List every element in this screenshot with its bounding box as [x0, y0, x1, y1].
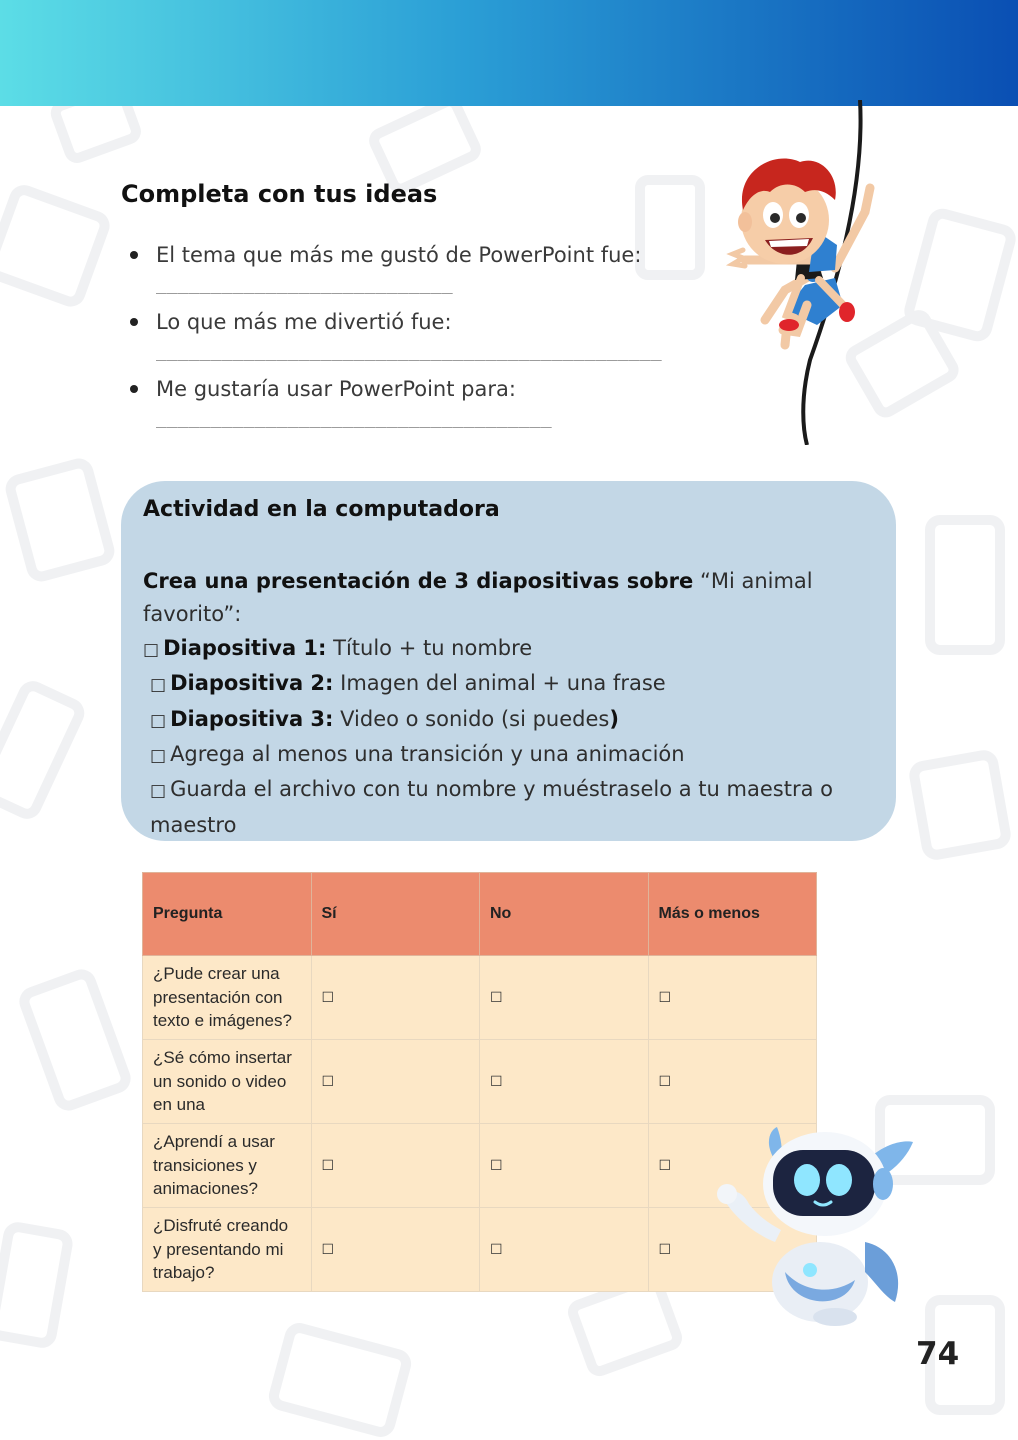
- checkbox-no[interactable]: ☐: [480, 956, 649, 1040]
- task-text: Agrega al menos una transición y una animación: [170, 742, 685, 767]
- item-prompt: Me gustaría usar PowerPoint para:: [156, 377, 516, 401]
- checkbox-si[interactable]: ☐: [311, 1124, 480, 1208]
- activity-intro: [143, 565, 873, 632]
- header-pregunta: Pregunta: [143, 873, 312, 956]
- checkbox-mas-o-menos[interactable]: ☐: [648, 1040, 817, 1124]
- list-item: [128, 238, 828, 305]
- boy-climbing-rope-icon: [725, 100, 905, 445]
- header-band: [0, 0, 1018, 106]
- intro-rest: “Mi animal favorito”:: [143, 569, 813, 627]
- activity-body: [143, 565, 873, 842]
- checkbox-icon: □: [150, 746, 167, 767]
- checkbox-icon: □: [143, 639, 160, 660]
- task-tail: ): [609, 706, 619, 731]
- checkbox-si[interactable]: ☐: [311, 1040, 480, 1124]
- task-text: Video o sonido (si puedes: [333, 706, 610, 731]
- task-item: [143, 703, 873, 738]
- table-row: [143, 1040, 817, 1124]
- table-header-row: [143, 873, 817, 956]
- task-bold: Diapositiva 3:: [170, 706, 334, 731]
- checkbox-si[interactable]: ☐: [311, 1208, 480, 1292]
- list-item: [128, 372, 828, 439]
- intro-bold: Crea una presentación de 3 diapositivas sobre: [143, 569, 694, 593]
- task-bold: Diapositiva 1:: [163, 635, 327, 660]
- checkbox-mas-o-menos[interactable]: ☐: [648, 956, 817, 1040]
- answer-blank: ___________________________: [156, 272, 453, 294]
- section-title: Completa con tus ideas: [121, 180, 438, 208]
- header-si: Sí: [311, 873, 480, 956]
- page-number: 74: [916, 1336, 960, 1372]
- checkbox-icon: □: [150, 675, 167, 696]
- robot-waving-icon: [715, 1122, 920, 1327]
- item-prompt: El tema que más me gustó de PowerPoint fue:: [156, 243, 642, 267]
- header-mas-o-menos: Más o menos: [648, 873, 817, 956]
- task-text: Imagen del animal + una frase: [333, 671, 666, 696]
- answer-blank: ______________________________________________: [156, 339, 662, 361]
- checkbox-mas-o-menos[interactable]: ☐: [648, 1124, 817, 1208]
- question-cell: ¿Aprendí a usar transiciones y animaciones?: [143, 1124, 312, 1208]
- task-bold: Diapositiva 2:: [170, 671, 334, 696]
- task-text: Título + tu nombre: [326, 635, 533, 660]
- checkbox-icon: □: [150, 781, 167, 802]
- question-cell: ¿Pude crear una presentación con texto e imágenes?: [143, 956, 312, 1040]
- activity-box: [121, 481, 896, 841]
- checkbox-no[interactable]: ☐: [480, 1208, 649, 1292]
- checkbox-no[interactable]: ☐: [480, 1124, 649, 1208]
- task-item: [143, 738, 873, 773]
- task-item: [143, 773, 873, 842]
- ideas-list: [128, 238, 828, 439]
- question-cell: ¿Disfruté creando y presentando mi trabajo?: [143, 1208, 312, 1292]
- answer-blank: ____________________________________: [156, 406, 552, 428]
- header-no: No: [480, 873, 649, 956]
- checkbox-mas-o-menos[interactable]: ☐: [648, 1208, 817, 1292]
- task-item: [143, 667, 873, 702]
- activity-title: Actividad en la computadora: [143, 497, 500, 522]
- checkbox-icon: □: [150, 710, 167, 731]
- question-cell: ¿Sé cómo insertar un sonido o video en una: [143, 1040, 312, 1124]
- list-item: [128, 305, 828, 372]
- checkbox-si[interactable]: ☐: [311, 956, 480, 1040]
- task-item: [143, 632, 873, 667]
- task-text: Guarda el archivo con tu nombre y muéstraselo a tu maestra o maestro: [150, 777, 833, 837]
- checkbox-no[interactable]: ☐: [480, 1040, 649, 1124]
- item-prompt: Lo que más me divertió fue:: [156, 310, 452, 334]
- table-row: [143, 956, 817, 1040]
